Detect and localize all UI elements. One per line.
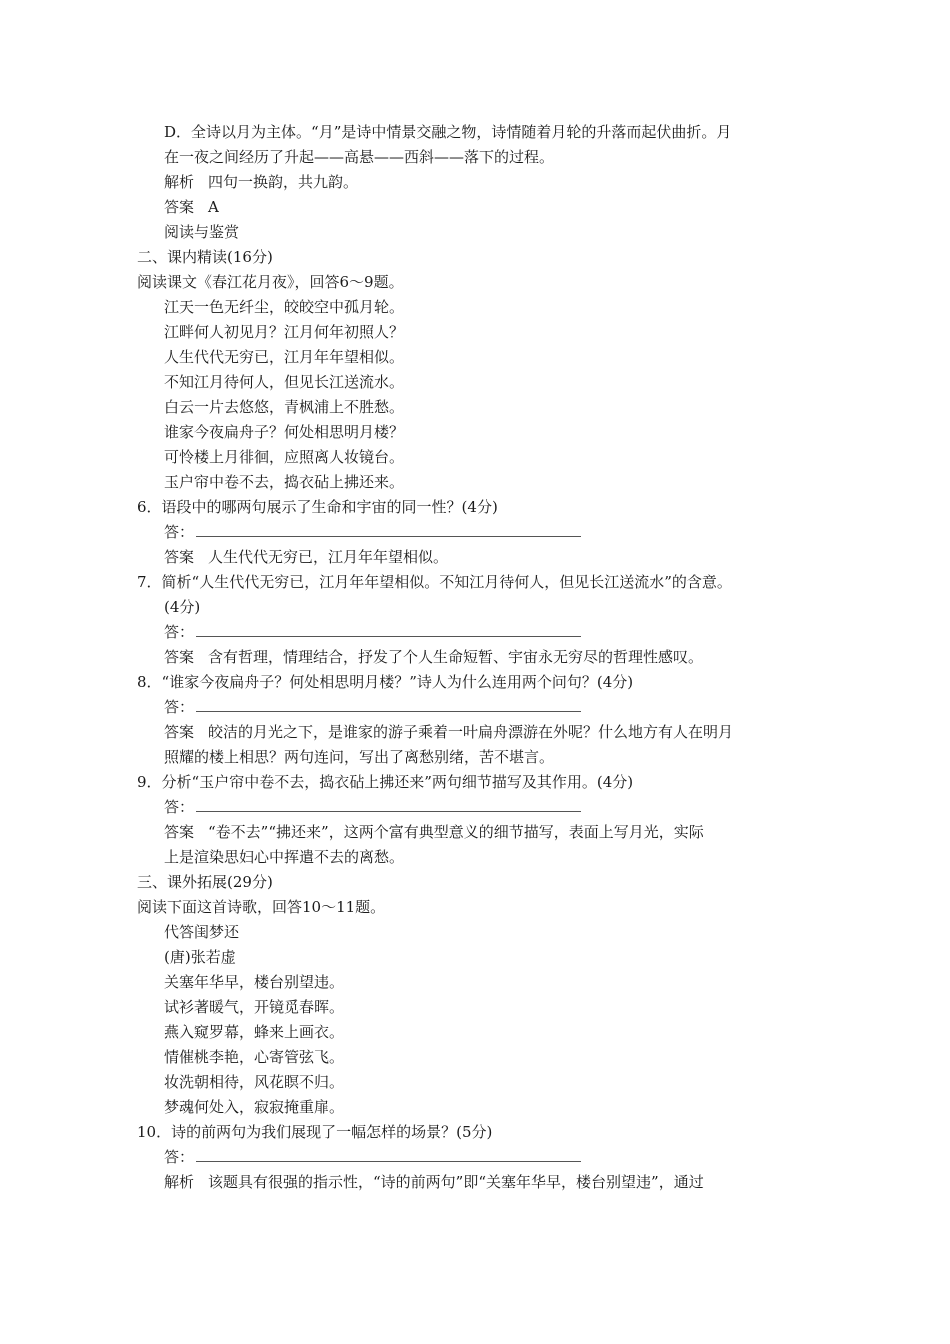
answer-7 <box>164 647 703 667</box>
answer-prompt: 答： <box>164 1148 195 1166</box>
option-d-line2: 在一夜之间经历了升起——高悬——西斜——落下的过程。 <box>164 148 555 166</box>
answer-field-8 <box>164 697 581 717</box>
question-6: 6．语段中的哪两句展示了生命和宇宙的同一性？(4分) <box>137 498 498 516</box>
poem-author: (唐)张若虚 <box>164 948 236 966</box>
answer-8-cont: 照耀的楼上相思？两句连问，写出了离愁别绪，苦不堪言。 <box>164 748 555 766</box>
answer-field-6 <box>164 522 581 542</box>
answer-text: 皎洁的月光之下，是谁家的游子乘着一叶扁舟漂游在外呢？什么地方有人在明月 <box>208 723 734 741</box>
answer-text: 人生代代无穷已，江月年年望相似。 <box>208 548 449 566</box>
answer-blank <box>196 1149 581 1162</box>
question-7-points: (4分) <box>164 598 201 616</box>
poem-line: 白云一片去悠悠，青枫浦上不胜愁。 <box>164 398 405 416</box>
analysis-text: 四句一换韵，共九韵。 <box>208 173 359 191</box>
poem-line: 江天一色无纤尘，皎皎空中孤月轮。 <box>164 298 405 316</box>
answer-blank <box>196 699 581 712</box>
answer-text: A <box>208 198 219 216</box>
answer-blank <box>196 624 581 637</box>
analysis-text: 该题具有很强的指示性，“诗的前两句”即“关塞年华早，楼台别望违”，通过 <box>208 1173 704 1191</box>
answer-text: “卷不去”“拂还来”，这两个富有典型意义的细节描写，表面上写月光，实际 <box>208 823 704 841</box>
answer-label: 答案 <box>164 823 195 841</box>
answer-6 <box>164 547 448 567</box>
answer-line <box>164 197 219 217</box>
poem-line: 可怜楼上月徘徊，应照离人妆镜台。 <box>164 448 405 466</box>
poem-line: 情催桃李艳，心寄管弦飞。 <box>164 1048 345 1066</box>
poem-line: 妆洗朝相待，风花瞑不归。 <box>164 1073 345 1091</box>
question-7: 7．简析“人生代代无穷已，江月年年望相似。不知江月待何人，但见长江送流水”的含意。 <box>137 573 732 591</box>
answer-prompt: 答： <box>164 523 195 541</box>
answer-blank <box>196 799 581 812</box>
option-d-line1: D．全诗以月为主体。“月”是诗中情景交融之物，诗情随着月轮的升落而起伏曲折。月 <box>164 123 732 141</box>
answer-9-cont: 上是渲染思妇心中挥遣不去的离愁。 <box>164 848 405 866</box>
question-9: 9．分析“玉户帘中卷不去，捣衣砧上拂还来”两句细节描写及其作用。(4分) <box>137 773 634 791</box>
poem-line: 试衫著暖气，开镜觅春晖。 <box>164 998 345 1016</box>
analysis-label: 解析 <box>164 173 195 191</box>
answer-label: 答案 <box>164 648 195 666</box>
poem-line: 人生代代无穷已，江月年年望相似。 <box>164 348 405 366</box>
question-10: 10．诗的前两句为我们展现了一幅怎样的场景？(5分) <box>137 1123 493 1141</box>
instruction-line: 阅读下面这首诗歌，回答10～11题。 <box>137 898 386 916</box>
answer-field-10 <box>164 1147 581 1167</box>
poem-line: 关塞年华早，楼台别望违。 <box>164 973 345 991</box>
section-heading-reading: 阅读与鉴赏 <box>164 223 240 241</box>
analysis-line <box>164 172 358 192</box>
answer-label: 答案 <box>164 548 195 566</box>
analysis-10 <box>164 1172 704 1192</box>
answer-prompt: 答： <box>164 698 195 716</box>
answer-blank <box>196 524 581 537</box>
instruction-line: 阅读课文《春江花月夜》，回答6～9题。 <box>137 273 404 291</box>
answer-field-9 <box>164 797 581 817</box>
answer-field-7 <box>164 622 581 642</box>
poem-line: 梦魂何处入，寂寂掩重扉。 <box>164 1098 345 1116</box>
poem-line: 谁家今夜扁舟子？何处相思明月楼？ <box>164 423 405 441</box>
poem-line: 江畔何人初见月？江月何年初照人？ <box>164 323 405 341</box>
section-heading-3: 三、课外拓展(29分) <box>137 873 273 891</box>
poem-line: 燕入窥罗幕，蜂来上画衣。 <box>164 1023 345 1041</box>
answer-prompt: 答： <box>164 623 195 641</box>
section-heading-2: 二、课内精读(16分) <box>137 248 273 266</box>
answer-label: 答案 <box>164 723 195 741</box>
analysis-label: 解析 <box>164 1173 195 1191</box>
answer-text: 含有哲理，情理结合，抒发了个人生命短暂、宇宙永无穷尽的哲理性感叹。 <box>208 648 704 666</box>
poem-title: 代答闺梦还 <box>164 923 240 941</box>
poem-line: 玉户帘中卷不去，捣衣砧上拂还来。 <box>164 473 405 491</box>
answer-8 <box>164 722 733 742</box>
answer-label: 答案 <box>164 198 195 216</box>
question-8: 8．“谁家今夜扁舟子？何处相思明月楼？”诗人为什么连用两个问句？(4分) <box>137 673 634 691</box>
answer-9 <box>164 822 704 842</box>
poem-line: 不知江月待何人，但见长江送流水。 <box>164 373 405 391</box>
answer-prompt: 答： <box>164 798 195 816</box>
